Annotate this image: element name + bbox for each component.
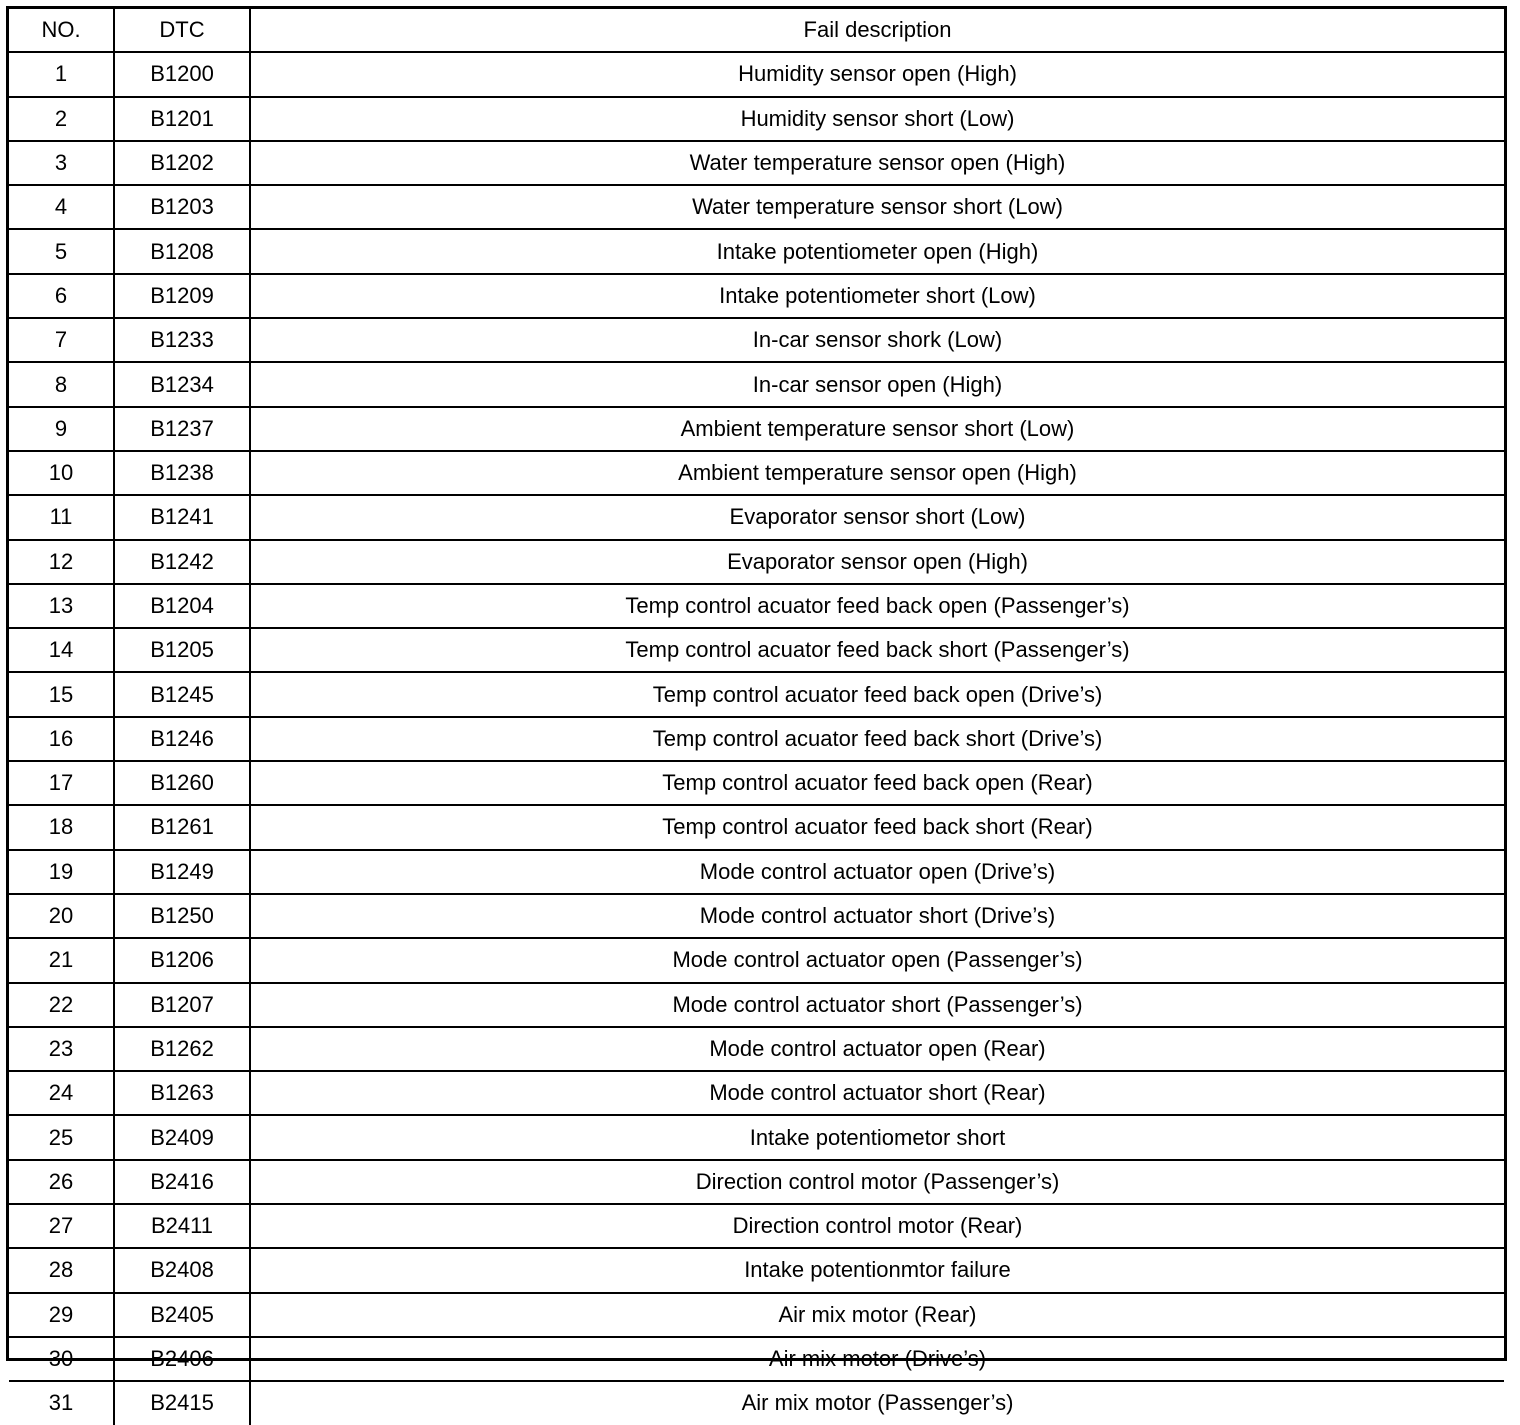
table-row: [9, 1027, 1504, 1071]
table-row: [9, 540, 1504, 584]
table-row: [9, 318, 1504, 362]
cell-description: Air mix motor (Drive’s): [250, 1337, 1504, 1381]
header-no: NO.: [9, 9, 114, 52]
cell-no: 30: [9, 1337, 114, 1381]
cell-dtc: B1246: [114, 717, 250, 761]
cell-description: Mode control actuator open (Drive’s): [250, 850, 1504, 894]
cell-description: Temp control acuator feed back open (Passenger’s): [250, 584, 1504, 628]
table-row: [9, 1293, 1504, 1337]
table-row: [9, 672, 1504, 716]
table-row: [9, 983, 1504, 1027]
cell-no: 16: [9, 717, 114, 761]
cell-description: Intake potentiometer short (Low): [250, 274, 1504, 318]
cell-no: 7: [9, 318, 114, 362]
table-row: [9, 495, 1504, 539]
cell-no: 14: [9, 628, 114, 672]
table-header-row: [9, 9, 1504, 52]
cell-dtc: B1250: [114, 894, 250, 938]
table-row: [9, 850, 1504, 894]
cell-dtc: B1205: [114, 628, 250, 672]
cell-description: Ambient temperature sensor open (High): [250, 451, 1504, 495]
table-row: [9, 362, 1504, 406]
cell-description: Temp control acuator feed back open (Rear): [250, 761, 1504, 805]
cell-description: Mode control actuator open (Passenger’s): [250, 938, 1504, 982]
cell-description: Temp control acuator feed back open (Drive’s): [250, 672, 1504, 716]
cell-no: 1: [9, 52, 114, 96]
table-row: [9, 717, 1504, 761]
cell-no: 29: [9, 1293, 114, 1337]
cell-no: 21: [9, 938, 114, 982]
dtc-table-container: [6, 6, 1507, 1416]
cell-no: 15: [9, 672, 114, 716]
table-row: [9, 1204, 1504, 1248]
cell-dtc: B1201: [114, 97, 250, 141]
cell-dtc: B2411: [114, 1204, 250, 1248]
cell-no: 6: [9, 274, 114, 318]
table-row: [9, 1160, 1504, 1204]
cell-description: Mode control actuator short (Passenger’s): [250, 983, 1504, 1027]
cell-dtc: B1249: [114, 850, 250, 894]
cell-dtc: B2409: [114, 1115, 250, 1159]
cell-description: Intake potentiometor short: [250, 1115, 1504, 1159]
table-row: [9, 141, 1504, 185]
cell-description: Air mix motor (Passenger’s): [250, 1381, 1504, 1424]
cell-dtc: B1263: [114, 1071, 250, 1115]
cell-description: Temp control acuator feed back short (Passenger’s): [250, 628, 1504, 672]
table-row: [9, 584, 1504, 628]
cell-no: 17: [9, 761, 114, 805]
cell-description: In-car sensor open (High): [250, 362, 1504, 406]
cell-no: 13: [9, 584, 114, 628]
table-row: [9, 274, 1504, 318]
cell-dtc: B1206: [114, 938, 250, 982]
cell-no: 20: [9, 894, 114, 938]
cell-no: 26: [9, 1160, 114, 1204]
table-row: [9, 52, 1504, 96]
table-row: [9, 805, 1504, 849]
cell-dtc: B1242: [114, 540, 250, 584]
table-row: [9, 451, 1504, 495]
cell-description: Mode control actuator short (Rear): [250, 1071, 1504, 1115]
cell-dtc: B1200: [114, 52, 250, 96]
dtc-table: [9, 9, 1504, 1425]
cell-description: Evaporator sensor short (Low): [250, 495, 1504, 539]
cell-description: Ambient temperature sensor short (Low): [250, 407, 1504, 451]
table-row: [9, 1337, 1504, 1381]
table-body: [9, 52, 1504, 1424]
cell-dtc: B2406: [114, 1337, 250, 1381]
cell-dtc: B1234: [114, 362, 250, 406]
cell-no: 8: [9, 362, 114, 406]
table-row: [9, 229, 1504, 273]
table-row: [9, 1248, 1504, 1292]
cell-no: 4: [9, 185, 114, 229]
cell-no: 28: [9, 1248, 114, 1292]
cell-description: Temp control acuator feed back short (Drive’s): [250, 717, 1504, 761]
table-row: [9, 761, 1504, 805]
cell-no: 2: [9, 97, 114, 141]
cell-description: Direction control motor (Passenger’s): [250, 1160, 1504, 1204]
table-row: [9, 938, 1504, 982]
cell-dtc: B2405: [114, 1293, 250, 1337]
cell-description: Air mix motor (Rear): [250, 1293, 1504, 1337]
cell-dtc: B2416: [114, 1160, 250, 1204]
cell-dtc: B1245: [114, 672, 250, 716]
table-row: [9, 1115, 1504, 1159]
cell-dtc: B1208: [114, 229, 250, 273]
cell-no: 3: [9, 141, 114, 185]
cell-dtc: B1261: [114, 805, 250, 849]
cell-dtc: B1204: [114, 584, 250, 628]
cell-dtc: B1237: [114, 407, 250, 451]
cell-no: 27: [9, 1204, 114, 1248]
cell-description: Intake potentionmtor failure: [250, 1248, 1504, 1292]
cell-dtc: B1207: [114, 983, 250, 1027]
cell-description: Humidity sensor open (High): [250, 52, 1504, 96]
table-row: [9, 185, 1504, 229]
cell-description: Water temperature sensor open (High): [250, 141, 1504, 185]
cell-dtc: B1233: [114, 318, 250, 362]
cell-dtc: B1241: [114, 495, 250, 539]
header-description: Fail description: [250, 9, 1504, 52]
cell-dtc: B2408: [114, 1248, 250, 1292]
cell-description: In-car sensor shork (Low): [250, 318, 1504, 362]
cell-no: 31: [9, 1381, 114, 1424]
cell-dtc: B1260: [114, 761, 250, 805]
cell-description: Water temperature sensor short (Low): [250, 185, 1504, 229]
table-row: [9, 628, 1504, 672]
cell-description: Intake potentiometer open (High): [250, 229, 1504, 273]
table-row: [9, 1381, 1504, 1424]
cell-no: 5: [9, 229, 114, 273]
table-row: [9, 894, 1504, 938]
cell-no: 10: [9, 451, 114, 495]
cell-no: 23: [9, 1027, 114, 1071]
cell-no: 25: [9, 1115, 114, 1159]
cell-no: 18: [9, 805, 114, 849]
cell-description: Humidity sensor short (Low): [250, 97, 1504, 141]
cell-dtc: B1202: [114, 141, 250, 185]
header-dtc: DTC: [114, 9, 250, 52]
table-row: [9, 97, 1504, 141]
cell-description: Mode control actuator open (Rear): [250, 1027, 1504, 1071]
cell-dtc: B1262: [114, 1027, 250, 1071]
cell-no: 24: [9, 1071, 114, 1115]
cell-dtc: B1203: [114, 185, 250, 229]
cell-no: 22: [9, 983, 114, 1027]
table-row: [9, 1071, 1504, 1115]
cell-no: 11: [9, 495, 114, 539]
cell-description: Mode control actuator short (Drive’s): [250, 894, 1504, 938]
cell-description: Direction control motor (Rear): [250, 1204, 1504, 1248]
cell-no: 19: [9, 850, 114, 894]
cell-no: 12: [9, 540, 114, 584]
cell-dtc: B2415: [114, 1381, 250, 1424]
table-row: [9, 407, 1504, 451]
cell-description: Temp control acuator feed back short (Rear): [250, 805, 1504, 849]
cell-no: 9: [9, 407, 114, 451]
cell-dtc: B1209: [114, 274, 250, 318]
cell-description: Evaporator sensor open (High): [250, 540, 1504, 584]
cell-dtc: B1238: [114, 451, 250, 495]
